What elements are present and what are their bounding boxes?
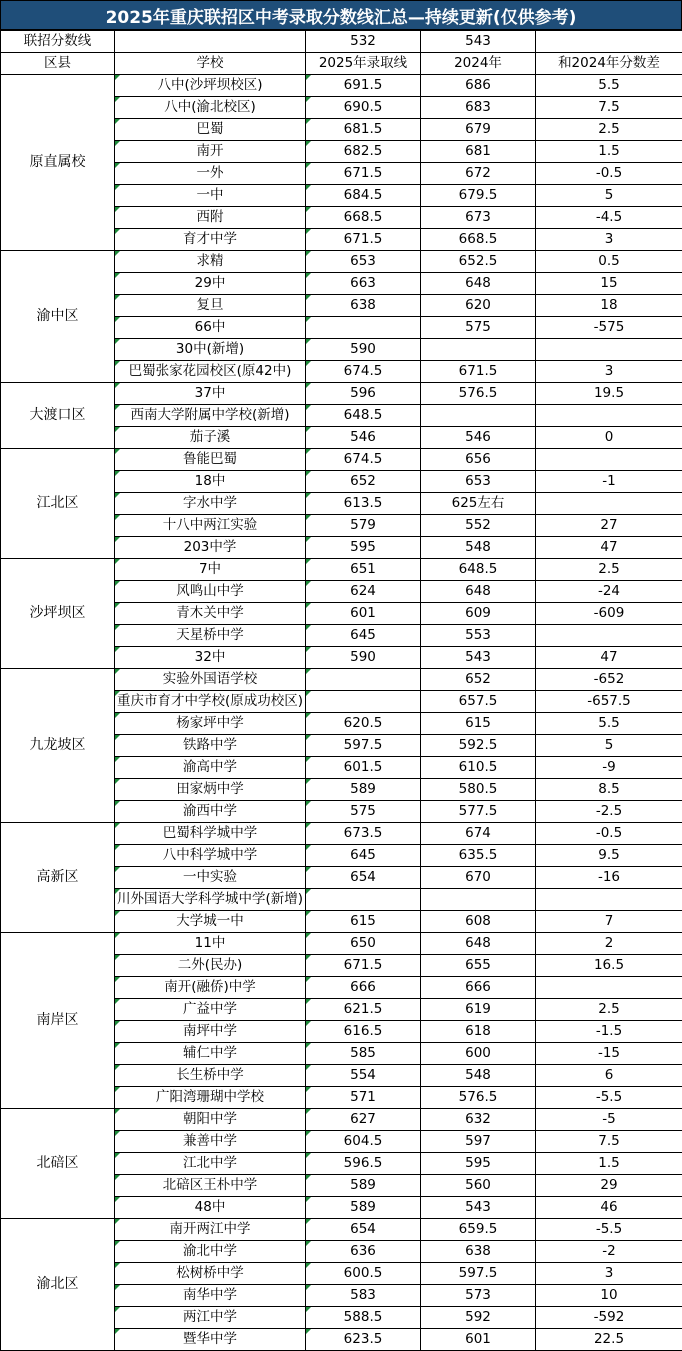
score-2024-cell: 592.5 [421,735,536,757]
score-2024-cell [421,339,536,361]
diff-cell: 3 [536,229,682,251]
score-2024-cell [421,889,536,911]
diff-cell: 46 [536,1197,682,1219]
district-cell: 高新区 [1,823,115,933]
diff-cell: 0.5 [536,251,682,273]
score-2024-cell: 670 [421,867,536,889]
score-2024-cell: 672 [421,163,536,185]
diff-cell: 27 [536,515,682,537]
score-2024-cell: 648 [421,273,536,295]
score-2025-cell: 663 [306,273,421,295]
school-cell: 西南大学附属中学校(新增) [115,405,306,427]
school-cell: 实验外国语学校 [115,669,306,691]
diff-cell: 5.5 [536,713,682,735]
school-cell: 两江中学 [115,1307,306,1329]
score-2025-cell: 623.5 [306,1329,421,1351]
score-2025-cell: 571 [306,1087,421,1109]
school-cell: 重庆市育才中学校(原成功校区) [115,691,306,713]
score-2024-cell: 597 [421,1131,536,1153]
score-2024-cell: 674 [421,823,536,845]
district-cell: 北碚区 [1,1109,115,1219]
table-row [1,669,682,691]
score-2025-cell: 601.5 [306,757,421,779]
score-2024-cell: 619 [421,999,536,1021]
school-cell: 南开 [115,141,306,163]
score-2025-cell: 674.5 [306,361,421,383]
diff-cell: 19.5 [536,383,682,405]
diff-cell: -5.5 [536,1219,682,1241]
header-diff: 和2024年分数差 [536,53,682,75]
score-table [0,30,682,1351]
score-2024-cell: 632 [421,1109,536,1131]
score-2025-cell: 691.5 [306,75,421,97]
diff-cell: -0.5 [536,163,682,185]
score-table-body [1,31,682,1351]
header-school: 学校 [115,53,306,75]
school-cell: 字水中学 [115,493,306,515]
school-cell: 复旦 [115,295,306,317]
header-score-2025: 2025年录取线 [306,53,421,75]
school-cell: 川外国语大学科学城中学(新增) [115,889,306,911]
score-2024-cell [421,405,536,427]
school-cell: 一外 [115,163,306,185]
sheet-title: 2025年重庆联招区中考录取分数线汇总—持续更新(仅供参考) [0,0,682,30]
score-2025-cell: 596 [306,383,421,405]
score-2024-cell: 668.5 [421,229,536,251]
score-2025-cell: 589 [306,1175,421,1197]
diff-cell: 2.5 [536,119,682,141]
diff-cell [536,889,682,911]
school-cell: 渝北中学 [115,1241,306,1263]
table-row [1,251,682,273]
header-district: 区县 [1,53,115,75]
school-cell: 八中科学城中学 [115,845,306,867]
score-2025-cell: 589 [306,779,421,801]
school-cell: 南华中学 [115,1285,306,1307]
score-2025-cell: 651 [306,559,421,581]
diff-cell: 5.5 [536,75,682,97]
score-2025-cell: 579 [306,515,421,537]
diff-cell: -2.5 [536,801,682,823]
diff-cell: 47 [536,537,682,559]
school-cell: 育才中学 [115,229,306,251]
school-cell: 松树桥中学 [115,1263,306,1285]
score-2024-cell: 673 [421,207,536,229]
school-cell: 大学城一中 [115,911,306,933]
score-2025-cell: 653 [306,251,421,273]
score-2025-cell: 597.5 [306,735,421,757]
score-2024-cell: 615 [421,713,536,735]
score-2025-cell: 627 [306,1109,421,1131]
school-cell: 长生桥中学 [115,1065,306,1087]
diff-cell: 3 [536,361,682,383]
score-2025-cell: 682.5 [306,141,421,163]
score-2024-cell: 543 [421,1197,536,1219]
score-2025-cell: 645 [306,625,421,647]
score-2024-cell: 546 [421,427,536,449]
score-2025-cell: 681.5 [306,119,421,141]
diff-cell: 7.5 [536,97,682,119]
school-cell: 暨华中学 [115,1329,306,1351]
score-2024-cell: 601 [421,1329,536,1351]
score-2025-cell [306,889,421,911]
score-2024-cell: 666 [421,977,536,999]
diff-cell: -1 [536,471,682,493]
diff-cell: 1.5 [536,141,682,163]
diff-cell: 0 [536,427,682,449]
school-cell: 十八中两江实验 [115,515,306,537]
diff-cell [536,625,682,647]
school-cell: 杨家坪中学 [115,713,306,735]
diff-cell: 29 [536,1175,682,1197]
score-2024-cell: 679.5 [421,185,536,207]
diff-cell: 47 [536,647,682,669]
diff-cell: -592 [536,1307,682,1329]
score-2025-cell: 590 [306,647,421,669]
diff-cell: 8.5 [536,779,682,801]
score-2025-cell: 615 [306,911,421,933]
school-cell: 广阳湾珊瑚中学校 [115,1087,306,1109]
diff-cell: 2 [536,933,682,955]
summary-score-2024: 543 [421,31,536,53]
diff-cell: -0.5 [536,823,682,845]
school-cell: 南开两江中学 [115,1219,306,1241]
district-cell: 九龙坡区 [1,669,115,823]
score-2025-cell: 690.5 [306,97,421,119]
school-cell: 18中 [115,471,306,493]
score-2024-cell: 592 [421,1307,536,1329]
score-2024-cell: 577.5 [421,801,536,823]
score-2024-cell: 576.5 [421,383,536,405]
score-2025-cell: 585 [306,1043,421,1065]
score-2025-cell: 616.5 [306,1021,421,1043]
score-2024-cell: 648 [421,933,536,955]
diff-cell [536,493,682,515]
diff-cell: 5 [536,185,682,207]
school-cell: 一中 [115,185,306,207]
school-cell: 江北中学 [115,1153,306,1175]
school-cell: 八中(沙坪坝校区) [115,75,306,97]
diff-cell: 7 [536,911,682,933]
score-2024-cell: 657.5 [421,691,536,713]
district-cell: 渝中区 [1,251,115,383]
score-2024-cell: 552 [421,515,536,537]
diff-cell: -657.5 [536,691,682,713]
school-cell: 32中 [115,647,306,669]
summary-score-2025: 532 [306,31,421,53]
table-row [1,383,682,405]
district-cell: 渝北区 [1,1219,115,1351]
score-2025-cell [306,669,421,691]
score-2024-cell: 652.5 [421,251,536,273]
diff-cell [536,977,682,999]
school-cell: 兼善中学 [115,1131,306,1153]
school-cell: 巴蜀 [115,119,306,141]
score-2025-cell: 620.5 [306,713,421,735]
score-2025-cell: 638 [306,295,421,317]
score-2024-cell: 597.5 [421,1263,536,1285]
score-2025-cell: 666 [306,977,421,999]
diff-cell: 1.5 [536,1153,682,1175]
score-2025-cell: 613.5 [306,493,421,515]
diff-cell [536,449,682,471]
score-2025-cell [306,317,421,339]
score-2025-cell [306,691,421,713]
diff-cell: -4.5 [536,207,682,229]
diff-cell: 16.5 [536,955,682,977]
score-2025-cell: 645 [306,845,421,867]
score-2025-cell: 673.5 [306,823,421,845]
diff-cell: -575 [536,317,682,339]
score-2024-cell: 560 [421,1175,536,1197]
diff-cell: -2 [536,1241,682,1263]
diff-cell: 7.5 [536,1131,682,1153]
score-2025-cell: 583 [306,1285,421,1307]
score-2025-cell: 671.5 [306,229,421,251]
score-2025-cell: 652 [306,471,421,493]
score-2025-cell: 648.5 [306,405,421,427]
diff-cell: -15 [536,1043,682,1065]
diff-cell: -1.5 [536,1021,682,1043]
score-2025-cell: 601 [306,603,421,625]
school-cell: 南坪中学 [115,1021,306,1043]
school-cell: 朝阳中学 [115,1109,306,1131]
diff-cell: -16 [536,867,682,889]
score-2024-cell: 543 [421,647,536,669]
school-cell: 广益中学 [115,999,306,1021]
table-row [1,559,682,581]
score-2024-cell: 683 [421,97,536,119]
diff-cell [536,339,682,361]
score-2024-cell: 548 [421,1065,536,1087]
score-2024-cell: 548 [421,537,536,559]
school-cell: 203中学 [115,537,306,559]
score-2025-cell: 595 [306,537,421,559]
table-row [1,449,682,471]
header-row [1,53,682,75]
school-cell: 二外(民办) [115,955,306,977]
summary-label: 联招分数线 [1,31,115,53]
score-2024-cell: 648 [421,581,536,603]
diff-cell: 3 [536,1263,682,1285]
summary-row [1,31,682,53]
diff-cell: 15 [536,273,682,295]
score-2025-cell: 650 [306,933,421,955]
score-2024-cell: 655 [421,955,536,977]
score-2024-cell: 553 [421,625,536,647]
table-row [1,1109,682,1131]
diff-cell: 2.5 [536,559,682,581]
school-cell: 西附 [115,207,306,229]
school-cell: 7中 [115,559,306,581]
score-2025-cell: 589 [306,1197,421,1219]
school-cell: 青木关中学 [115,603,306,625]
diff-cell: 5 [536,735,682,757]
school-cell: 辅仁中学 [115,1043,306,1065]
score-2025-cell: 596.5 [306,1153,421,1175]
diff-cell: -5 [536,1109,682,1131]
summary-blank [115,31,306,53]
score-2025-cell: 671.5 [306,163,421,185]
summary-diff [536,31,682,53]
score-2024-cell: 653 [421,471,536,493]
diff-cell: -9 [536,757,682,779]
score-2024-cell: 595 [421,1153,536,1175]
score-2024-cell: 609 [421,603,536,625]
diff-cell: 6 [536,1065,682,1087]
diff-cell: 18 [536,295,682,317]
score-2025-cell: 684.5 [306,185,421,207]
score-2024-cell: 610.5 [421,757,536,779]
score-2025-cell: 590 [306,339,421,361]
school-cell: 渝高中学 [115,757,306,779]
score-2024-cell: 600 [421,1043,536,1065]
school-cell: 天星桥中学 [115,625,306,647]
score-2024-cell: 659.5 [421,1219,536,1241]
diff-cell: 22.5 [536,1329,682,1351]
school-cell: 66中 [115,317,306,339]
score-2024-cell: 573 [421,1285,536,1307]
school-cell: 南开(融侨)中学 [115,977,306,999]
score-2024-cell: 625左右 [421,493,536,515]
score-2025-cell: 588.5 [306,1307,421,1329]
score-2024-cell: 652 [421,669,536,691]
score-2024-cell: 686 [421,75,536,97]
school-cell: 北碚区王朴中学 [115,1175,306,1197]
school-cell: 30中(新增) [115,339,306,361]
score-2025-cell: 674.5 [306,449,421,471]
score-2024-cell: 671.5 [421,361,536,383]
score-2025-cell: 604.5 [306,1131,421,1153]
score-2025-cell: 575 [306,801,421,823]
district-cell: 南岸区 [1,933,115,1109]
score-2024-cell: 576.5 [421,1087,536,1109]
score-2024-cell: 580.5 [421,779,536,801]
score-2025-cell: 554 [306,1065,421,1087]
score-2025-cell: 621.5 [306,999,421,1021]
school-cell: 29中 [115,273,306,295]
score-2024-cell: 635.5 [421,845,536,867]
school-cell: 风鸣山中学 [115,581,306,603]
school-cell: 田家炳中学 [115,779,306,801]
school-cell: 48中 [115,1197,306,1219]
school-cell: 渝西中学 [115,801,306,823]
score-2024-cell: 648.5 [421,559,536,581]
school-cell: 八中(渝北校区) [115,97,306,119]
score-2024-cell: 638 [421,1241,536,1263]
diff-cell: -24 [536,581,682,603]
score-2024-cell: 681 [421,141,536,163]
score-2025-cell: 600.5 [306,1263,421,1285]
diff-cell: 2.5 [536,999,682,1021]
table-row [1,75,682,97]
score-2024-cell: 656 [421,449,536,471]
diff-cell: -609 [536,603,682,625]
score-2024-cell: 618 [421,1021,536,1043]
table-row [1,1219,682,1241]
score-2024-cell: 575 [421,317,536,339]
school-cell: 铁路中学 [115,735,306,757]
score-2024-cell: 608 [421,911,536,933]
diff-cell: 9.5 [536,845,682,867]
score-2024-cell: 620 [421,295,536,317]
table-row [1,933,682,955]
school-cell: 11中 [115,933,306,955]
district-cell: 原直属校 [1,75,115,251]
diff-cell: 10 [536,1285,682,1307]
table-row [1,823,682,845]
score-2025-cell: 624 [306,581,421,603]
score-2025-cell: 546 [306,427,421,449]
score-2024-cell: 679 [421,119,536,141]
score-2025-cell: 654 [306,1219,421,1241]
score-2025-cell: 668.5 [306,207,421,229]
score-2025-cell: 671.5 [306,955,421,977]
school-cell: 茄子溪 [115,427,306,449]
diff-cell: -652 [536,669,682,691]
school-cell: 一中实验 [115,867,306,889]
school-cell: 鲁能巴蜀 [115,449,306,471]
school-cell: 求精 [115,251,306,273]
district-cell: 沙坪坝区 [1,559,115,669]
school-cell: 巴蜀科学城中学 [115,823,306,845]
diff-cell: -5.5 [536,1087,682,1109]
district-cell: 江北区 [1,449,115,559]
header-score-2024: 2024年 [421,53,536,75]
diff-cell [536,405,682,427]
school-cell: 巴蜀张家花园校区(原42中) [115,361,306,383]
district-cell: 大渡口区 [1,383,115,449]
score-2025-cell: 654 [306,867,421,889]
school-cell: 37中 [115,383,306,405]
score-2025-cell: 636 [306,1241,421,1263]
